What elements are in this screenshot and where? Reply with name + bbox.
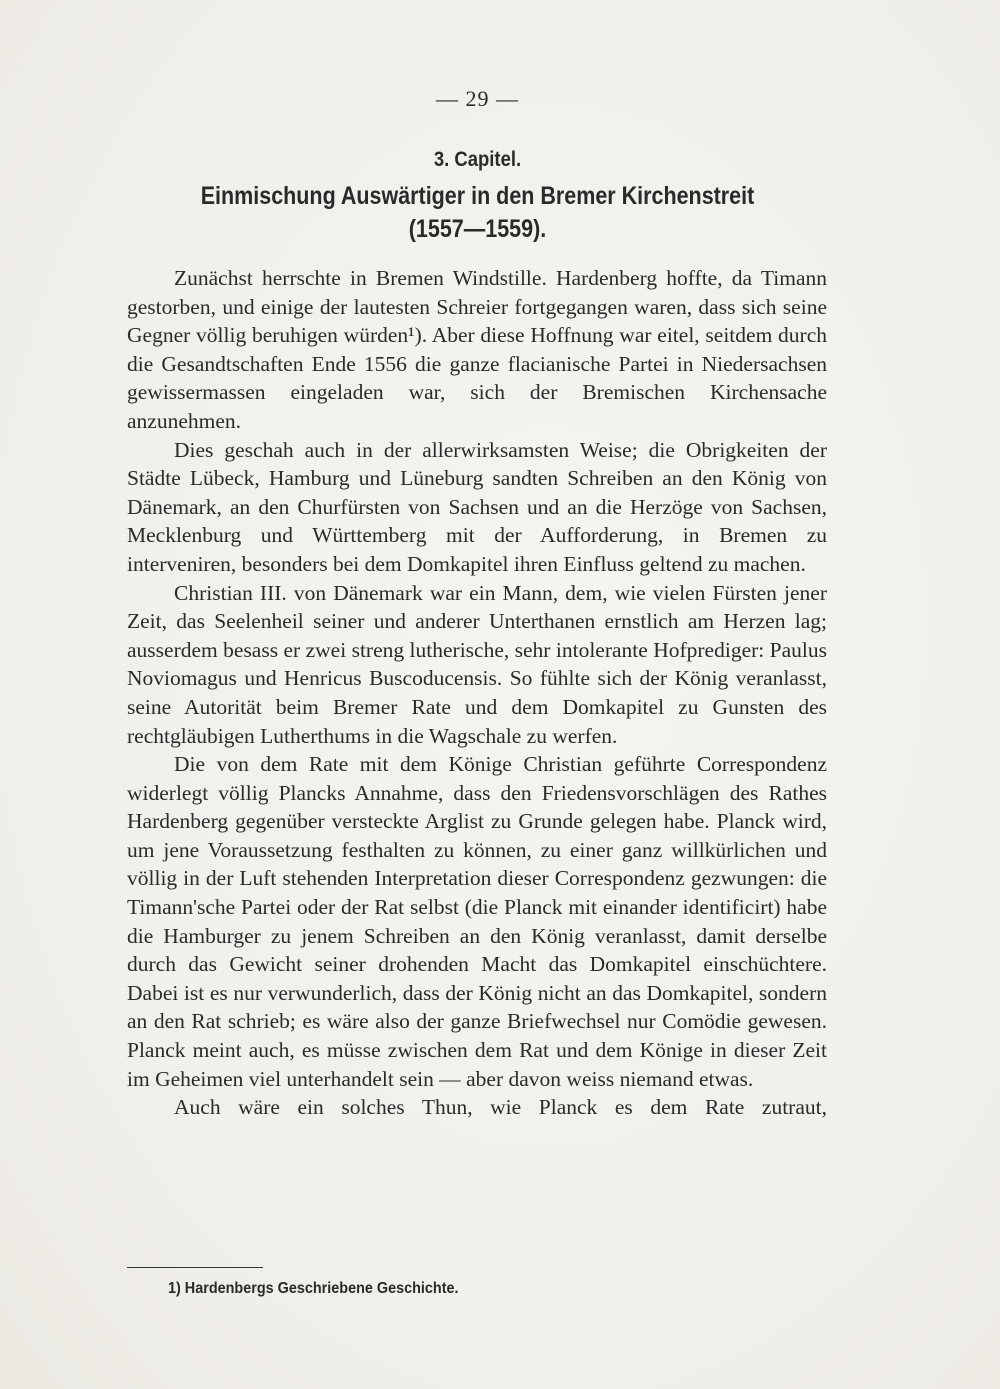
chapter-title xyxy=(105,180,850,246)
chapter-title-line-1: Einmischung Auswärtiger in den Bremer Kirchenstreit xyxy=(200,182,755,210)
chapter-label: 3. Capitel. xyxy=(433,148,522,171)
body-text xyxy=(127,264,827,1122)
paragraph-2: Dies geschah auch in der allerwirksamsten Weise; die Obrigkeiten der Städte Lübeck, Hamburg und Lüneburg sandten Schreiben an den König von Dänemark, an den Churfürsten von Sachsen und an die Herzöge von Sachsen, Mecklenburg und Württemberg mit der Aufforderung, in Bremen zu interveniren, besonders bei dem Domkapitel ihren Einfluss geltend zu machen. xyxy=(127,437,827,576)
paragraph-5: Auch wäre ein solches Thun, wie Planck es dem Rate zutraut, xyxy=(174,1095,827,1120)
footnote: 1) Hardenbergs Geschriebene Geschichte. xyxy=(168,1280,459,1297)
paragraph-3: Christian III. von Dänemark war ein Mann, dem, wie vielen Fürsten jener Zeit, das Seelenheil seiner und anderer Unterthanen ernstlich am Herzen lag; ausserdem besass er zwei streng lutherische, sehr intolerante Hofprediger: Paulus Noviomagus und Henricus Buscoducensis. So fühlte sich der König veranlasst, seine Autorität beim Bremer Rate und dem Domkapitel zu Gunsten des rechtgläubigen Lutherthums in die Wagschale zu werfen. xyxy=(127,580,827,748)
page-number: — 29 — xyxy=(436,86,519,111)
footnote-divider xyxy=(127,1267,263,1268)
chapter-title-line-2: (1557—1559). xyxy=(408,215,547,243)
paragraph-1: Zunächst herrschte in Bremen Windstille. Hardenberg hoffte, da Timann gestorben, und einige der lautesten Schreier fortgegangen waren, dass sich seine Gegner völlig beruhigen würden¹). Aber diese Hoffnung war eitel, seitdem durch die Gesandtschaften Ende 1556 die ganze flacianische Partei in Niedersachsen gewissermassen eingeladen war, sich der Bremischen Kirchensache anzunehmen. xyxy=(127,266,827,433)
paragraph-4: Die von dem Rate mit dem Könige Christian geführte Correspondenz widerlegt völlig Plancks Annahme, dass den Friedensvorschlägen des Rathes Hardenberg gegenüber versteckte Arglist zu Grunde gelegen habe. Planck wird, um jene Voraussetzung festhalten zu können, zu einer ganz willkürlichen und völlig in der Luft stehenden Interpretation dieser Correspondenz gezwungen: die Timann'sche Partei oder der Rat selbst (die Planck mit einander identificirt) habe die Hamburger zu jenem Schreiben an den König veranlasst, damit derselbe durch das Gewicht seiner drohenden Macht das Domkapitel einschüchtere. Dabei ist es nur verwunderlich, dass der König nicht an das Domkapitel, sondern an den Rat schrieb; es wäre also der ganze Briefwechsel nur Comödie gewesen. Planck meint auch, es müsse zwischen dem Rat und dem Könige in dieser Zeit im Geheimen viel unterhandelt sein — aber davon weiss niemand etwas. xyxy=(127,752,827,1091)
